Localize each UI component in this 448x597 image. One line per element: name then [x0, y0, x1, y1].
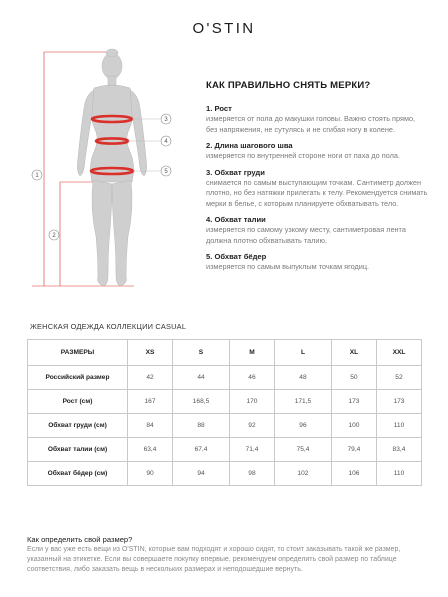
instruction-hips	[206, 252, 428, 273]
size-header-xs: XS	[128, 340, 173, 366]
instruction-heading: 5. Обхват бёдер	[206, 252, 267, 261]
table-cell: 88	[173, 414, 230, 438]
instruction-text: измеряется по самому узкому месту, сантиметровая лента должна плотно обхватывать талию.	[206, 225, 406, 245]
table-cell: 90	[128, 462, 173, 486]
row-label: Обхват груди (см)	[28, 414, 128, 438]
marker-2-label: 2	[52, 233, 56, 240]
brand-logo: O'STIN	[192, 20, 256, 37]
table-cell: 67,4	[173, 438, 230, 462]
table-cell: 96	[274, 414, 331, 438]
size-header-label: РАЗМЕРЫ	[28, 340, 128, 366]
table-cell: 46	[229, 366, 274, 390]
table-cell: 170	[229, 390, 274, 414]
size-table	[27, 339, 422, 486]
instruction-text: снимается по самым выступающим точкам. Сантиметр должен плотно, но без натяжки прилегать к телу. Рекомендуется снимать мерки в белье, с которым планируете обхватывать тело.	[206, 177, 428, 208]
marker-5-label: 5	[164, 169, 168, 176]
marker-3-label: 3	[164, 117, 168, 124]
size-header-xl: XL	[331, 340, 376, 366]
table-row	[28, 438, 422, 462]
instruction-heading: 2. Длина шагового шва	[206, 141, 293, 150]
body-silhouette-illustration	[22, 40, 202, 320]
table-cell: 100	[331, 414, 376, 438]
table-cell: 44	[173, 366, 230, 390]
table-cell: 173	[376, 390, 421, 414]
size-header-l: L	[274, 340, 331, 366]
table-cell: 63,4	[128, 438, 173, 462]
faq-question: Как определить свой размер?	[27, 535, 133, 544]
table-cell: 110	[376, 414, 421, 438]
table-cell: 102	[274, 462, 331, 486]
table-cell: 98	[229, 462, 274, 486]
table-cell: 42	[128, 366, 173, 390]
table-row	[28, 414, 422, 438]
table-cell: 75,4	[274, 438, 331, 462]
table-row	[28, 462, 422, 486]
instruction-text: измеряется от пола до макушки головы. Важно стоять прямо, без напряжения, не сутулясь и не сгибая ногу в колене.	[206, 114, 416, 134]
page-title: КАК ПРАВИЛЬНО СНЯТЬ МЕРКИ?	[206, 80, 371, 91]
size-header-xxl: XXL	[376, 340, 421, 366]
row-label: Обхват талии (см)	[28, 438, 128, 462]
table-cell: 171,5	[274, 390, 331, 414]
table-row	[28, 390, 422, 414]
instruction-heading: 4. Обхват талии	[206, 215, 266, 224]
table-cell: 83,4	[376, 438, 421, 462]
marker-1-label: 1	[35, 173, 39, 180]
table-cell: 106	[331, 462, 376, 486]
table-cell: 52	[376, 366, 421, 390]
size-header-s: S	[173, 340, 230, 366]
table-cell: 110	[376, 462, 421, 486]
table-cell: 173	[331, 390, 376, 414]
instruction-heading: 3. Обхват груди	[206, 167, 265, 177]
row-label: Российский размер	[28, 366, 128, 390]
size-table-caption: ЖЕНСКАЯ ОДЕЖДА КОЛЛЕКЦИИ CASUAL	[30, 322, 187, 331]
measurement-instructions	[206, 104, 428, 279]
instruction-chest	[206, 168, 428, 210]
size-header-m: M	[229, 340, 274, 366]
size-faq	[27, 535, 427, 576]
instruction-text: измеряется по внутренней стороне ноги от паха до пола.	[206, 151, 400, 160]
instruction-height	[206, 104, 428, 135]
table-cell: 92	[229, 414, 274, 438]
table-cell: 168,5	[173, 390, 230, 414]
marker-4-label: 4	[164, 139, 168, 146]
table-cell: 79,4	[331, 438, 376, 462]
instruction-text: измеряется по самым выпуклым точкам ягодиц.	[206, 262, 370, 271]
table-cell: 50	[331, 366, 376, 390]
table-cell: 48	[274, 366, 331, 390]
row-label: Рост (см)	[28, 390, 128, 414]
faq-answer: Если у вас уже есть вещи из O'STIN, которые вам подходят и хорошо сидят, то стоит заказывать такой же размер, указанный на этикетке. Если вы совершаете покупку впервые, рекомендуем определить свой размер по таблице соответствия, либо заказать вещь в нескольких размерах и неподошедшие вернуть.	[27, 546, 401, 574]
instruction-waist	[206, 215, 428, 246]
table-cell: 94	[173, 462, 230, 486]
instruction-inseam	[206, 141, 428, 162]
row-label: Обхват бёдер (см)	[28, 462, 128, 486]
table-cell: 167	[128, 390, 173, 414]
table-cell: 71,4	[229, 438, 274, 462]
table-row	[28, 366, 422, 390]
instruction-heading: 1. Рост	[206, 104, 232, 113]
table-cell: 84	[128, 414, 173, 438]
measurement-figure	[22, 40, 202, 320]
size-table-header-row	[28, 340, 422, 366]
